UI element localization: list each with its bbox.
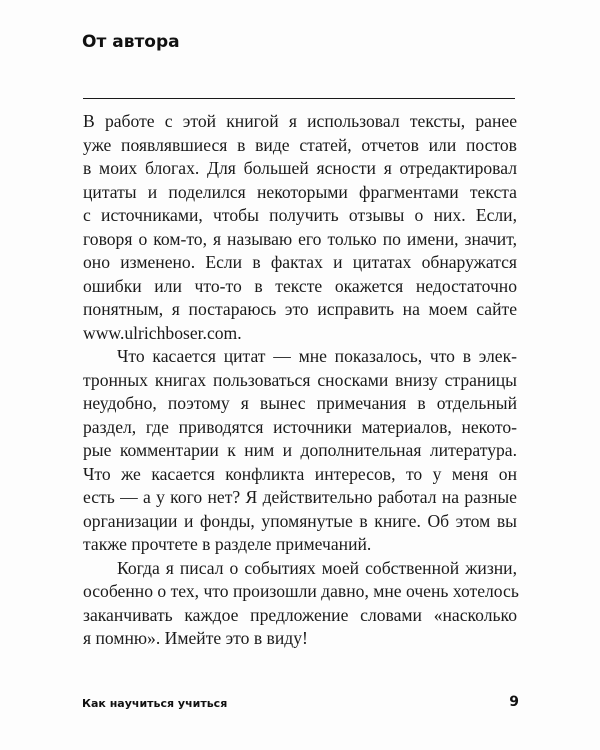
text-line: говоря о ком-то, я называю его только по имени, значит, bbox=[83, 228, 517, 249]
paragraph bbox=[83, 110, 517, 345]
paragraph bbox=[83, 557, 517, 651]
text-line: цитаты и поделился некоторыми фрагментами текста bbox=[83, 181, 517, 202]
paragraph bbox=[83, 345, 517, 557]
text-line: Что касается цитат — мне показалось, что в элек- bbox=[117, 346, 517, 366]
text-line: рые комментарии к ним и дополнительная литература. bbox=[83, 440, 517, 460]
text-line: также прочтете в разделе примечаний. bbox=[83, 534, 372, 554]
text-line: особенно о тех, что произошли давно, мне очень хотелось bbox=[83, 581, 519, 601]
text-line: Когда я писал о событиях моей собственной жизни, bbox=[117, 557, 517, 578]
text-line: оно изменено. Если в фактах и цитатах обнаружатся bbox=[83, 252, 517, 272]
text-line: с источниками, чтобы получить отзывы о них. Если, bbox=[83, 205, 517, 225]
text-line: тронных книгах пользоваться сносками внизу страницы bbox=[83, 369, 517, 390]
text-line: ошибки или что-то в тексте окажется недостаточно bbox=[83, 275, 517, 296]
text-line: организации и фонды, упомянутые в книге. Об этом вы bbox=[83, 510, 517, 531]
text-line: понятным, я постараюсь это исправить на моем сайте bbox=[83, 299, 517, 319]
body-text bbox=[83, 110, 517, 651]
text-line: Что же касается конфликта интересов, то у меня он bbox=[83, 463, 517, 484]
text-line: раздел, где приводятся источники материалов, некото- bbox=[83, 416, 517, 437]
section-title: От автора bbox=[82, 32, 180, 52]
text-line: заканчивать каждое предложение словами «насколько bbox=[83, 604, 517, 625]
website-link-text: www.ulrichboser.com. bbox=[83, 322, 242, 343]
text-line: я помню». Имейте это в виду! bbox=[83, 628, 308, 648]
text-line: уже появлявшиеся в виде статей, отчетов или постов bbox=[83, 134, 517, 155]
page-number: 9 bbox=[509, 694, 519, 710]
text-line: неудобно, поэтому я вынес примечания в отдельный bbox=[83, 393, 517, 413]
text-line: есть — а у кого нет? Я действительно работал на разные bbox=[83, 487, 517, 507]
text-line: В работе с этой книгой я использовал тексты, ранее bbox=[83, 111, 517, 131]
title-divider bbox=[83, 98, 515, 99]
text-line: в моих блогах. Для большей ясности я отредактировал bbox=[83, 158, 517, 178]
running-footer-book-title: Как научиться учиться bbox=[82, 697, 228, 710]
